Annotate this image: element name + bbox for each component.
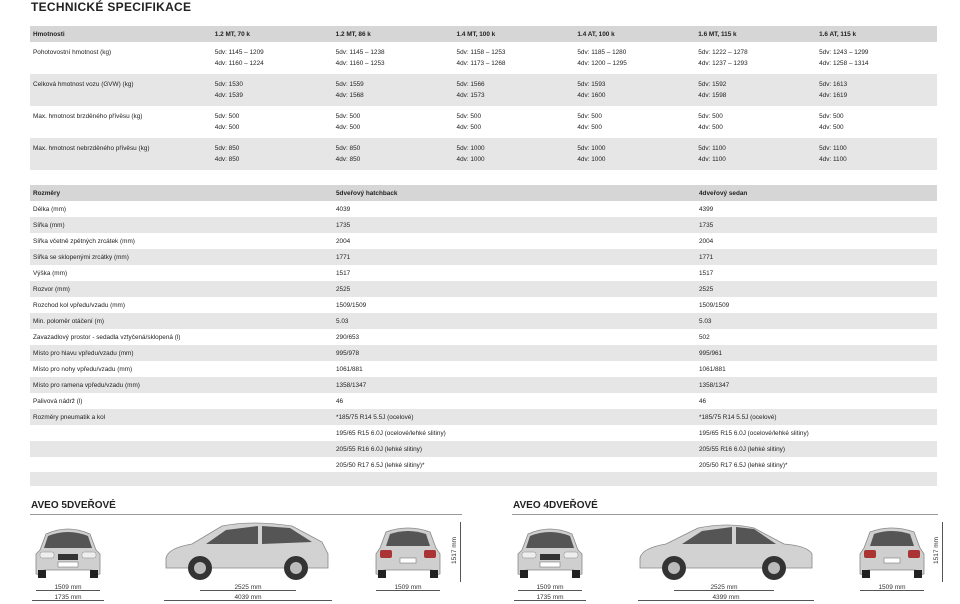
value-line: 5dv: 1613	[819, 81, 848, 88]
dimensions-table-row	[30, 249, 937, 265]
sedan-front-width-label: 1735 mm	[536, 594, 564, 601]
header-cell: 1.6 AT, 115 k	[819, 30, 857, 38]
value-cell: 205/50 R17 6.5J (lehké slitiny)*	[699, 461, 788, 469]
section-title-hatchback: AVEO 5DVEŘOVÉ	[31, 500, 116, 511]
divider	[30, 514, 462, 515]
weights-table-row	[30, 138, 937, 170]
value-cell: 1358/1347	[336, 381, 367, 389]
header-cell: 4dveřový sedan	[699, 189, 748, 197]
value-line: 5dv: 1593	[577, 81, 606, 88]
value-line: 4dv: 500	[214, 124, 240, 131]
header-cell: 5dveřový hatchback	[336, 189, 398, 197]
dimensions-table-row	[30, 297, 937, 313]
value-line: 4dv: 1573	[456, 92, 485, 99]
value-cell: 290/653	[336, 333, 360, 341]
value-line: 4dv: 500	[577, 124, 602, 131]
value-line: 4dv: 1619	[819, 92, 848, 99]
value-line: 5dv: 500	[577, 113, 602, 120]
hatch-front-track-label: 1509 mm	[54, 584, 82, 591]
value-line: 5dv: 500	[456, 113, 482, 120]
value-line: 5dv: 1000	[456, 145, 485, 152]
value-cell	[695, 138, 816, 170]
weights-table-row	[30, 106, 937, 138]
value-cell: 205/55 R16 6.0J (lehké slitiny)	[336, 445, 422, 453]
header-cell: 1.4 MT, 100 k	[456, 30, 496, 38]
divider	[512, 514, 938, 515]
value-cell	[212, 74, 333, 106]
value-line: 5dv: 1158 – 1253	[456, 49, 506, 56]
hatch-wheelbase-label: 2525 mm	[234, 584, 262, 591]
footer-bar	[30, 472, 937, 486]
hatchback-rear-image	[372, 520, 444, 582]
value-cell: 2004	[699, 237, 714, 245]
value-cell: 2525	[699, 285, 714, 293]
spacer	[30, 170, 937, 184]
sedan-wheelbase-label: 2525 mm	[710, 584, 738, 591]
value-line: 5dv: 500	[214, 113, 240, 120]
value-cell	[816, 42, 937, 74]
header-cell: Rozměry	[33, 189, 60, 197]
value-line: 4dv: 1000	[577, 156, 606, 163]
row-label: Výška (mm)	[33, 269, 68, 277]
dimensions-table-row	[30, 233, 937, 249]
dimensions-table-row	[30, 393, 937, 409]
dimensions-table-row	[30, 281, 937, 297]
value-cell: 1771	[699, 253, 714, 261]
value-line: 5dv: 1145 – 1209	[214, 49, 264, 56]
value-cell	[454, 106, 575, 138]
value-line: 5dv: 850	[335, 145, 361, 152]
value-cell: 1061/881	[699, 365, 726, 373]
value-cell: 4399	[699, 205, 714, 213]
value-cell	[333, 138, 454, 170]
value-cell: 1509/1509	[699, 301, 730, 309]
value-cell	[574, 74, 695, 106]
value-line: 5dv: 1100	[698, 145, 726, 152]
dimensions-table-row	[30, 377, 937, 393]
dimension-line	[460, 522, 461, 582]
value-line: 4dv: 1100	[698, 156, 726, 163]
value-line: 5dv: 500	[335, 113, 361, 120]
value-line: 5dv: 1559	[335, 81, 364, 88]
value-line: 5dv: 1566	[456, 81, 485, 88]
header-cell: 1.6 MT, 115 k	[698, 30, 737, 38]
value-cell	[695, 42, 816, 74]
value-line: 4dv: 1568	[335, 92, 364, 99]
value-cell: 2525	[336, 285, 351, 293]
dimensions-table-row	[30, 329, 937, 345]
value-cell: 195/65 R15 6.0J (ocelové/lehké slitiny)	[699, 429, 809, 437]
dimensions-table-header	[30, 185, 937, 201]
dimensions-table	[30, 185, 937, 473]
value-line: 5dv: 1145 – 1238	[335, 49, 385, 56]
value-cell: 205/50 R17 6.5J (lehké slitiny)*	[336, 461, 425, 469]
dimensions-table-row	[30, 217, 937, 233]
value-line: 5dv: 500	[698, 113, 723, 120]
row-label: Max. hmotnost brzděného přívěsu (kg)	[33, 113, 143, 120]
value-cell	[695, 106, 816, 138]
header-cell: Hmotnosti	[33, 30, 65, 38]
value-cell: 1517	[336, 269, 351, 277]
value-cell: *185/75 R14 5.5J (ocelové)	[699, 413, 777, 421]
sedan-front-image	[514, 520, 586, 582]
sedan-height-label: 1517 mm	[933, 536, 940, 564]
row-label: Zavazadlový prostor - sedadla vztyčená/sklopená (l)	[33, 333, 181, 341]
value-cell	[454, 138, 575, 170]
dimensions-table-row	[30, 457, 937, 473]
value-cell	[574, 42, 695, 74]
sedan-length-label: 4399 mm	[712, 594, 740, 601]
value-cell: 205/55 R16 6.0J (lehké slitiny)	[699, 445, 785, 453]
value-line: 5dv: 500	[819, 113, 844, 120]
sedan-rear-track-label: 1509 mm	[878, 584, 906, 591]
value-cell	[454, 42, 575, 74]
value-cell: 4039	[336, 205, 351, 213]
value-cell: 995/961	[699, 349, 723, 357]
value-cell: *185/75 R14 5.5J (ocelové)	[336, 413, 414, 421]
value-line: 5dv: 1100	[819, 145, 847, 152]
value-line: 5dv: 1530	[214, 81, 243, 88]
value-cell	[695, 74, 816, 106]
value-line: 4dv: 1100	[819, 156, 847, 163]
value-line: 5dv: 1185 – 1280	[577, 49, 627, 56]
dimensions-table-row	[30, 313, 937, 329]
value-line: 5dv: 850	[214, 145, 240, 152]
value-cell	[574, 138, 695, 170]
dimensions-table-row	[30, 201, 937, 217]
value-cell: 5.03	[699, 317, 712, 325]
value-line: 5dv: 1592	[698, 81, 727, 88]
hatch-height-label: 1517 mm	[451, 536, 458, 564]
value-cell	[816, 74, 937, 106]
row-label: Místo pro ramena vpředu/vzadu (mm)	[33, 381, 140, 389]
header-cell: 1.2 MT, 86 k	[335, 30, 371, 38]
value-cell	[212, 106, 333, 138]
hatch-front-width-label: 1735 mm	[54, 594, 82, 601]
dimension-line	[942, 522, 943, 582]
weights-table	[30, 26, 937, 170]
value-cell: 1358/1347	[699, 381, 730, 389]
row-label: Rozchod kol vpředu/vzadu (mm)	[33, 301, 125, 309]
value-line: 4dv: 1160 – 1253	[335, 60, 385, 67]
value-line: 4dv: 1200 – 1295	[577, 60, 627, 67]
value-line: 5dv: 1243 – 1299	[819, 49, 869, 56]
value-cell: 1061/881	[336, 365, 363, 373]
dimensions-table-row	[30, 441, 937, 457]
row-label: Šířka (mm)	[33, 221, 65, 229]
value-line: 4dv: 1600	[577, 92, 606, 99]
weights-table-row	[30, 42, 937, 74]
sedan-front-track-label: 1509 mm	[536, 584, 564, 591]
hatch-rear-track-label: 1509 mm	[394, 584, 422, 591]
value-cell: 195/65 R15 6.0J (ocelové/lehké slitiny)	[336, 429, 446, 437]
value-cell: 2004	[336, 237, 351, 245]
value-cell: 46	[699, 397, 707, 405]
row-label: Délka (mm)	[33, 205, 67, 213]
value-line: 4dv: 500	[819, 124, 844, 131]
value-cell	[333, 42, 454, 74]
dimensions-table-row	[30, 409, 937, 425]
value-line: 4dv: 1173 – 1268	[456, 60, 506, 67]
dimensions-table-row	[30, 425, 937, 441]
row-label: Místo pro hlavu vpředu/vzadu (mm)	[33, 349, 134, 357]
row-label: Místo pro nohy vpředu/vzadu (mm)	[33, 365, 133, 373]
row-label: Max. hmotnost nebrzděného přívěsu (kg)	[33, 145, 150, 152]
dimensions-table-row	[30, 361, 937, 377]
value-cell: 1735	[699, 221, 714, 229]
value-cell: 1509/1509	[336, 301, 367, 309]
value-line: 4dv: 850	[335, 156, 361, 163]
value-line: 5dv: 1222 – 1278	[698, 49, 748, 56]
hatch-length-label: 4039 mm	[234, 594, 262, 601]
row-label: Rozměry pneumatik a kol	[33, 413, 106, 421]
section-title-sedan: AVEO 4DVEŘOVÉ	[513, 500, 598, 511]
value-cell	[574, 106, 695, 138]
dimensions-table-row	[30, 265, 937, 281]
dimensions-table-row	[30, 345, 937, 361]
value-cell: 5.03	[336, 317, 349, 325]
value-cell: 1735	[336, 221, 351, 229]
header-cell: 1.4 AT, 100 k	[577, 30, 615, 38]
value-cell: 1771	[336, 253, 351, 261]
row-label: Šířka včetně zpětných zrcátek (mm)	[33, 237, 135, 245]
row-label: Min. poloměr otáčení (m)	[33, 317, 105, 325]
row-label: Celková hmotnost vozu (GVW) (kg)	[33, 81, 134, 88]
value-cell	[333, 74, 454, 106]
value-cell: 995/978	[336, 349, 360, 357]
value-line: 5dv: 1000	[577, 145, 606, 152]
row-label: Palivová nádrž (l)	[33, 397, 83, 405]
value-line: 4dv: 1000	[456, 156, 485, 163]
value-cell: 1517	[699, 269, 714, 277]
hatchback-front-image	[32, 520, 104, 582]
value-line: 4dv: 500	[698, 124, 723, 131]
row-label: Rozvor (mm)	[33, 285, 70, 293]
page-title: TECHNICKÉ SPECIFIKACE	[31, 0, 192, 14]
sedan-side-image	[636, 518, 816, 582]
value-line: 4dv: 500	[335, 124, 361, 131]
hatchback-side-image	[162, 518, 332, 582]
weights-table-row	[30, 74, 937, 106]
value-line: 4dv: 850	[214, 156, 240, 163]
header-cell: 1.2 MT, 70 k	[214, 30, 250, 38]
value-line: 4dv: 1160 – 1224	[214, 60, 264, 67]
value-cell	[333, 106, 454, 138]
value-cell: 502	[699, 333, 710, 341]
value-cell	[454, 74, 575, 106]
row-label: Šířka se sklopenými zrcátky (mm)	[33, 253, 129, 261]
sedan-rear-image	[856, 520, 928, 582]
value-line: 4dv: 1258 – 1314	[819, 60, 869, 67]
value-line: 4dv: 1237 – 1293	[698, 60, 748, 67]
value-cell	[816, 138, 937, 170]
value-line: 4dv: 500	[456, 124, 482, 131]
value-cell	[816, 106, 937, 138]
value-line: 4dv: 1539	[214, 92, 243, 99]
row-label: Pohotovostní hmotnost (kg)	[33, 49, 112, 56]
value-cell: 46	[336, 397, 344, 405]
value-cell	[212, 138, 333, 170]
value-cell	[212, 42, 333, 74]
value-line: 4dv: 1598	[698, 92, 727, 99]
weights-table-header	[30, 26, 937, 42]
